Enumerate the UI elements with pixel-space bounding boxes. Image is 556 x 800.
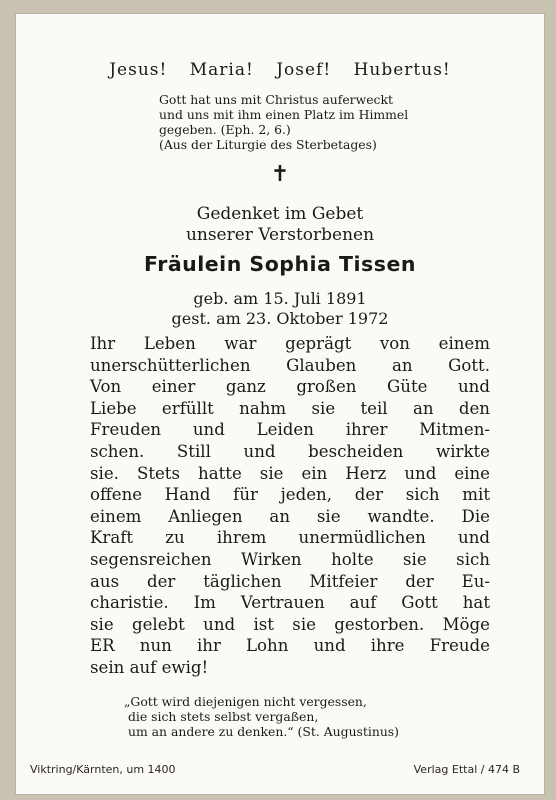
augustinus-quote [124,694,494,739]
quote-line: „Gott wird diejenigen nicht vergessen, [124,694,367,709]
death-date: gest. am 23. Oktober 1972 [171,309,389,328]
eulogy-line: offene Hand für jeden, der sich mit [90,485,490,505]
eulogy-line: schen. Still und bescheiden wirkte [90,441,490,461]
eulogy-line: sein auf ewig! [90,657,209,677]
remembrance-line-1: Gedenket im Gebet [196,204,364,224]
eulogy-line: segensreichen Wirken holte sie sich [90,549,490,569]
life-dates [16,289,544,329]
eulogy-line: Ihr Leben war geprägt von einem [90,334,490,353]
birth-date: geb. am 15. Juli 1891 [193,289,367,308]
eulogy-line: einem Anliegen an sie wandte. Die [90,506,490,526]
eulogy-line: aus der täglichen Mitfeier der Eu- [90,571,490,591]
cross-icon: ✝ [270,162,290,187]
scripture-verse [159,92,499,152]
verse-line: (Aus der Liturgie des Sterbetages) [159,137,377,152]
eulogy-line: Liebe erfüllt nahm sie teil an den [90,398,490,418]
quote-line: um an andere zu denken.“ (St. Augustinus) [128,724,399,739]
eulogy-line: sie. Stets hatte sie ein Herz und eine [90,463,490,483]
image-credit: Viktring/Kärnten, um 1400 [30,763,176,776]
deceased-name: Fräulein Sophia Tissen [144,252,416,276]
eulogy-line: charistie. Im Vertrauen auf Gott hat [90,593,490,613]
memorial-card [16,14,544,794]
eulogy-line: ER nun ihr Lohn und ihre Freude [90,636,490,656]
eulogy-line: Von einer ganz großen Güte und [90,377,490,397]
verse-line: Gott hat uns mit Christus auferweckt [159,92,393,107]
quote-line: die sich stets selbst vergaßen, [128,709,319,724]
eulogy-line: Kraft zu ihrem unermüdlichen und [90,528,490,548]
remembrance-line-2: unserer Verstorbenen [185,225,375,245]
eulogy-line: unerschütterlichen Glauben an Gott. [90,355,490,375]
publisher-credit: Verlag Ettal / 474 B [413,763,520,776]
verse-line: und uns mit ihm einen Platz im Himmel [159,107,409,122]
eulogy-text [90,333,490,679]
remembrance-heading [16,204,544,246]
eulogy-line: Freuden und Leiden ihrer Mitmen- [90,420,490,440]
invocation-header: Jesus! Maria! Josef! Hubertus! [109,60,451,80]
eulogy-line: sie gelebt und ist sie gestorben. Möge [90,614,490,634]
verse-line: gegeben. (Eph. 2, 6.) [159,122,291,137]
